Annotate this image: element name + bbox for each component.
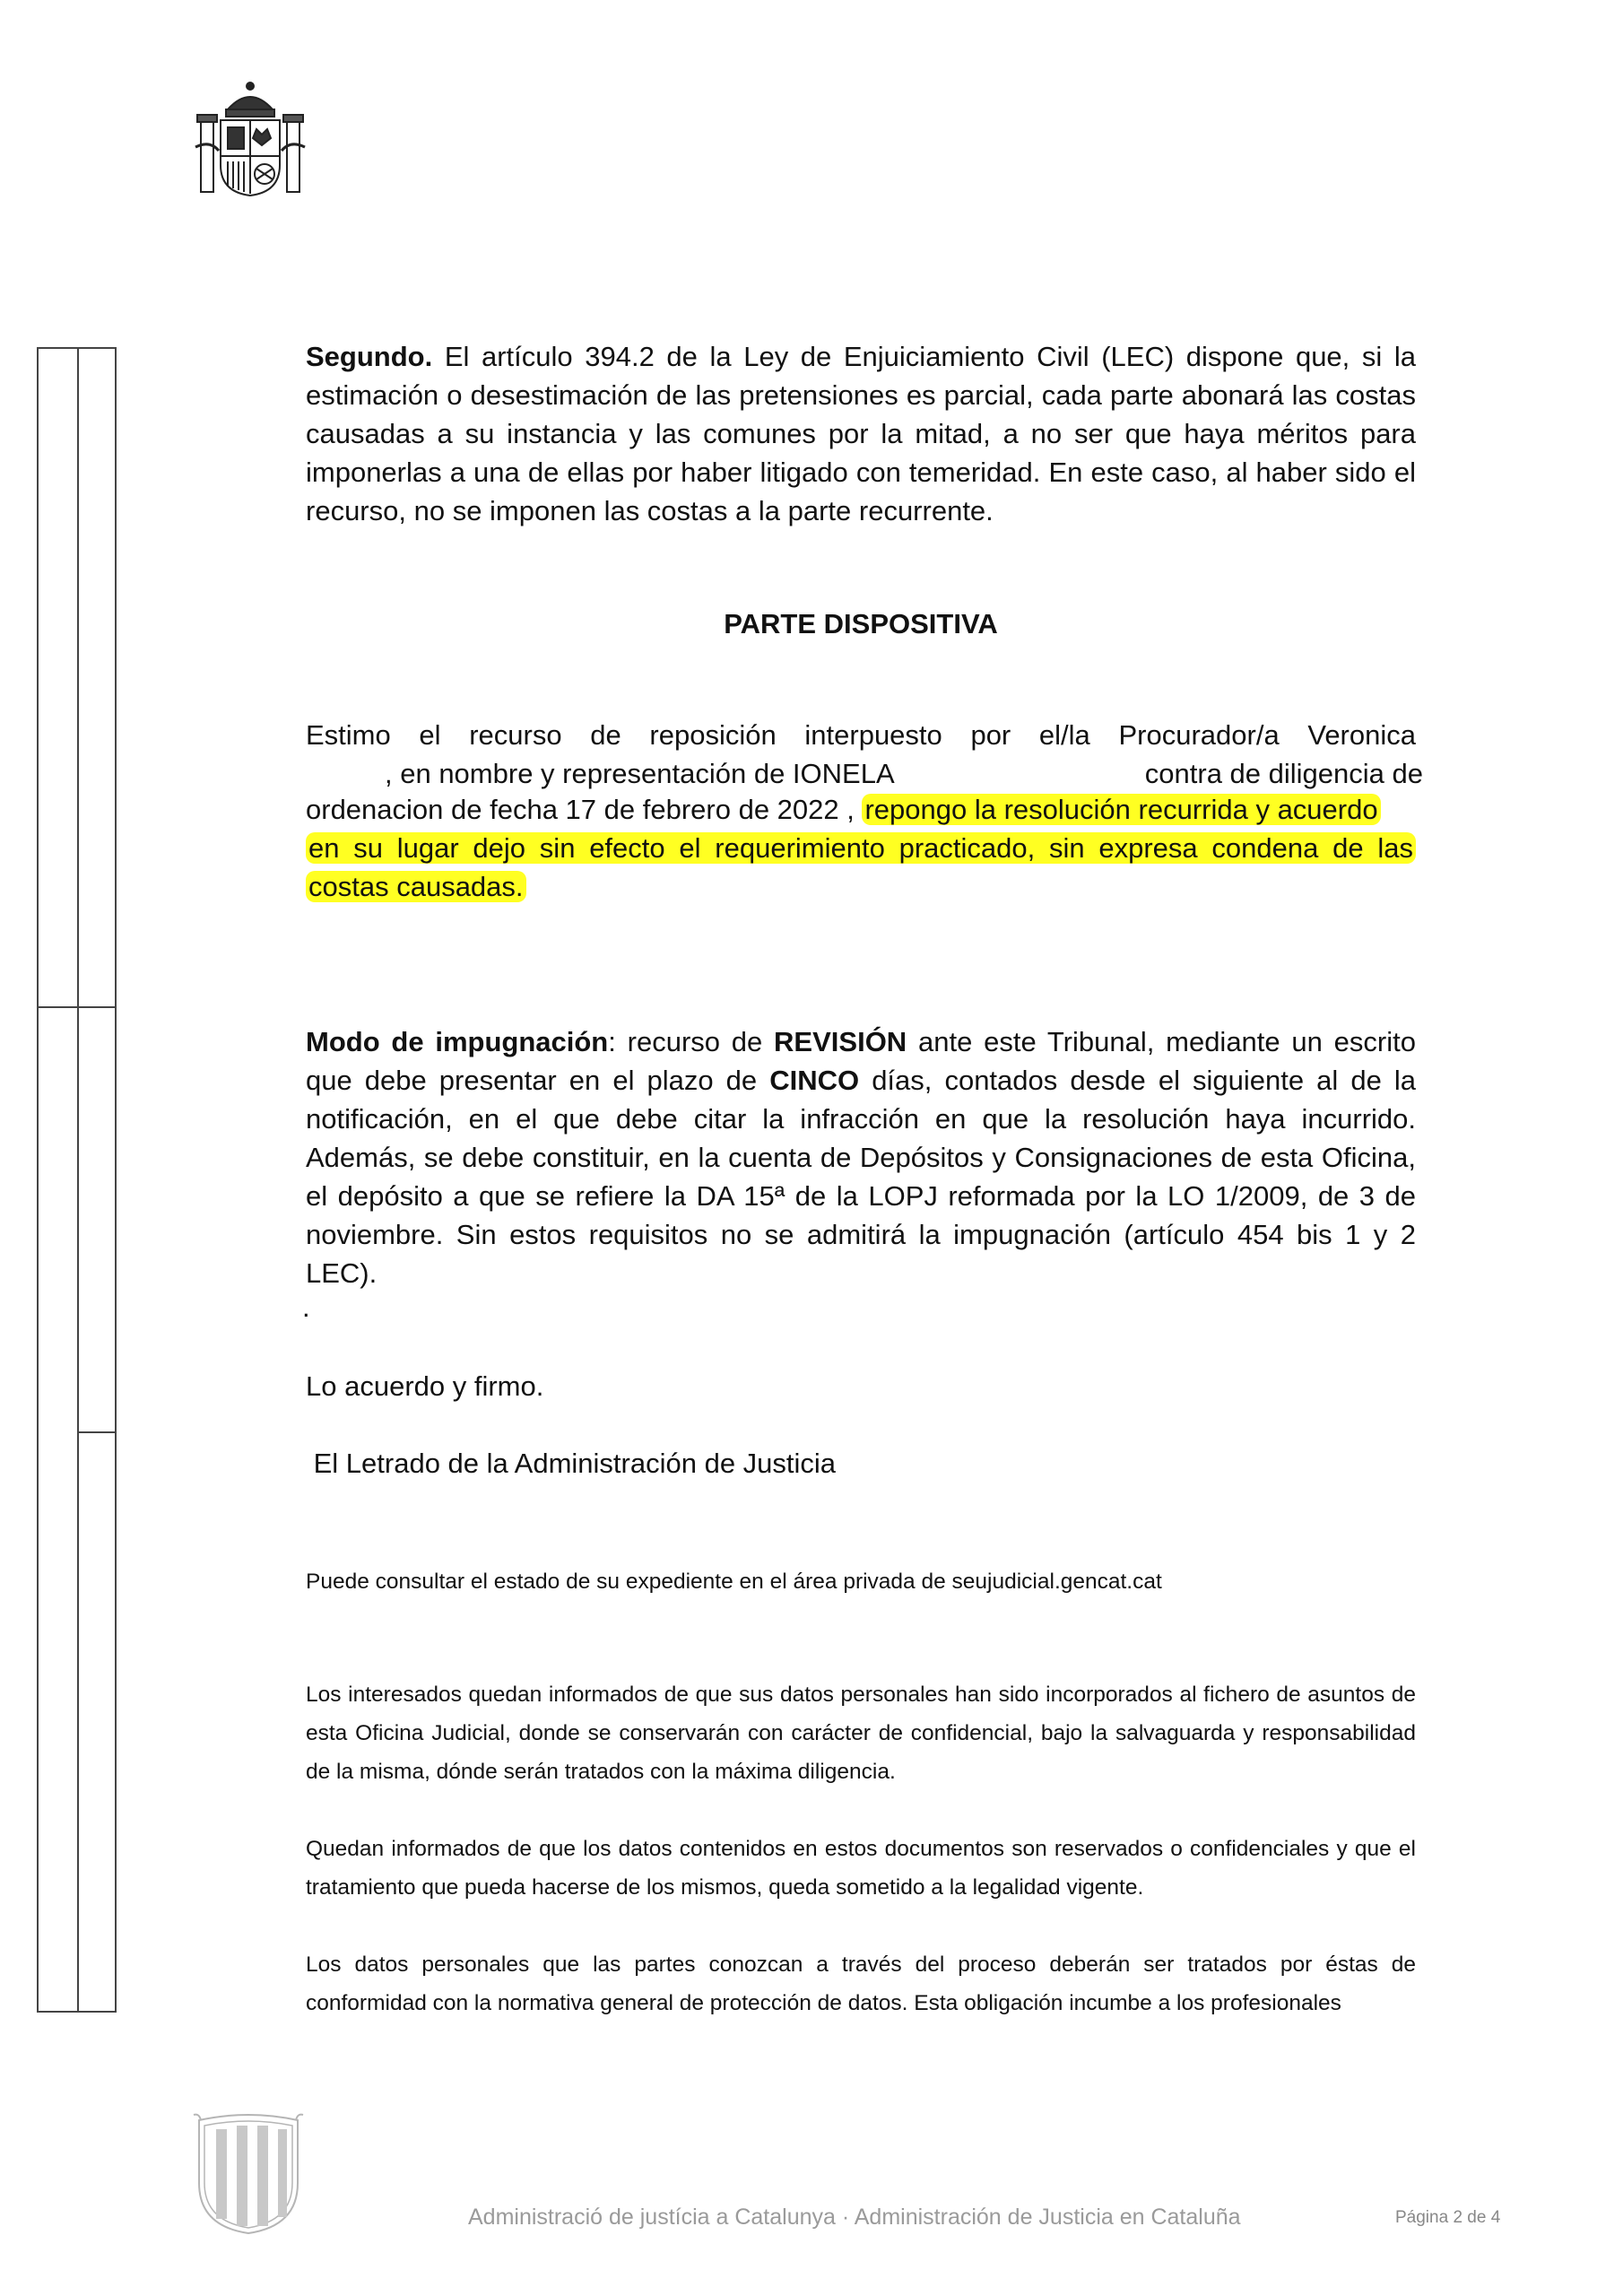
segundo-paragraph [306, 337, 1416, 530]
stray-dot: . [302, 1292, 310, 1323]
impugnacion-label: Modo de impugnación [306, 1026, 609, 1057]
segundo-label: Segundo. [306, 341, 433, 372]
closing-acuerdo [306, 1367, 1416, 1405]
parte-dispositiva-heading: PARTE DISPOSITIVA [724, 608, 998, 639]
impugnacion-text-1: : recurso de [608, 1026, 763, 1057]
notice-3-text: Los datos personales que las partes conozcan a través del proceso deberán ser tratados por éstas de conformidad con la normativa general de protección de datos. Esta obligación incumbe a los profesionales [306, 1952, 1416, 2015]
closing-firmante [306, 1444, 1416, 1483]
generalitat-logo [192, 2111, 305, 2237]
dispositiva-plain: ordenacion de fecha 17 de febrero de 2022 , [306, 794, 855, 825]
notice-2-text: Quedan informados de que los datos contenidos en estos documentos son reservados o confidenciales y que el tratamiento que pueda hacerse de los mismos, queda sometido a la legalidad vigente. [306, 1837, 1416, 1900]
dispositiva-line-3 [306, 790, 1416, 829]
dispositiva-section [306, 716, 1423, 906]
notice-2 [306, 1830, 1416, 1907]
highlight-2: en su lugar dejo sin efecto el requerimiento practicado, sin expresa condena de las [306, 832, 1416, 864]
segundo-text: El artículo 394.2 de la Ley de Enjuiciamiento Civil (LEC) dispone que, si la estimación o desestimación de las pretensiones es parcial, cada parte abonará las costas causadas a su instancia y las comunes por la mitad, a no ser que haya méritos para imponerlas a una de ellas por haber litigado con temeridad. En este caso, al haber sido el recurso, no se imponen las costas a la parte recurrente. [306, 341, 1416, 526]
impugnacion-paragraph [306, 1022, 1416, 1292]
dispositiva-line-2a: , en nombre y representación de IONELA [385, 758, 895, 789]
impugnacion-text-2: ante este Tribunal, mediante un escrito que debe presentar en el plazo de [306, 1026, 1416, 1096]
notice-consulta [306, 1562, 1416, 1601]
highlight-3: costas causadas. [306, 871, 526, 902]
dispositiva-line-2b: contra de diligencia de [1144, 758, 1423, 789]
consulta-text: Puede consultar el estado de su expediente en el área privada de seujudicial.gencat.cat [306, 1570, 1162, 1594]
coat-of-arms-logo [192, 75, 308, 201]
dispositiva-line-4 [306, 829, 1416, 867]
notice-1 [306, 1675, 1416, 1791]
dispositiva-line-2 [306, 754, 1423, 790]
segundo-section [306, 337, 1416, 530]
cinco-keyword: CINCO [769, 1065, 860, 1096]
footer-text: Administració de justícia a Catalunya · Administración de Justicia en Cataluña [468, 2205, 1241, 2230]
firmante-text: El Letrado de la Administración de Justicia [306, 1448, 837, 1479]
revision-keyword: REVISIÓN [774, 1026, 907, 1057]
notice-3 [306, 1945, 1416, 2022]
dispositiva-line-5 [306, 867, 1416, 906]
impugnacion-section [302, 1022, 1416, 1323]
notice-1-text: Los interesados quedan informados de que sus datos personales han sido incorporados al fichero de asuntos de esta Oficina Judicial, donde se conservarán con carácter de confidencial, bajo la salvaguarda y responsabilidad de la misma, dónde serán tratados con la máxima diligencia. [306, 1683, 1416, 1784]
impugnacion-text-3: días, contados desde el siguiente al de la notificación, en el que debe citar la infracción en que la resolución haya incurrido. Además, se debe constituir, en la cuenta de Depósitos y Consignaciones de esta Oficina, el depósito a que se refiere la DA 15ª de la LOPJ reformada por la LO 1/2009, de 3 de noviembre. Sin estos requisitos no se admitirá la impugnación (artículo 454 bis 1 y 2 LEC). [306, 1065, 1416, 1289]
highlight-1: repongo la resolución recurrida y acuerdo [862, 794, 1380, 825]
page-number: Página 2 de 4 [1395, 2208, 1501, 2227]
dispositiva-line-1: Estimo el recurso de reposición interpuesto por el/la Procurador/a Veronica [306, 719, 1416, 751]
acuerdo-text: Lo acuerdo y firmo. [306, 1370, 544, 1402]
